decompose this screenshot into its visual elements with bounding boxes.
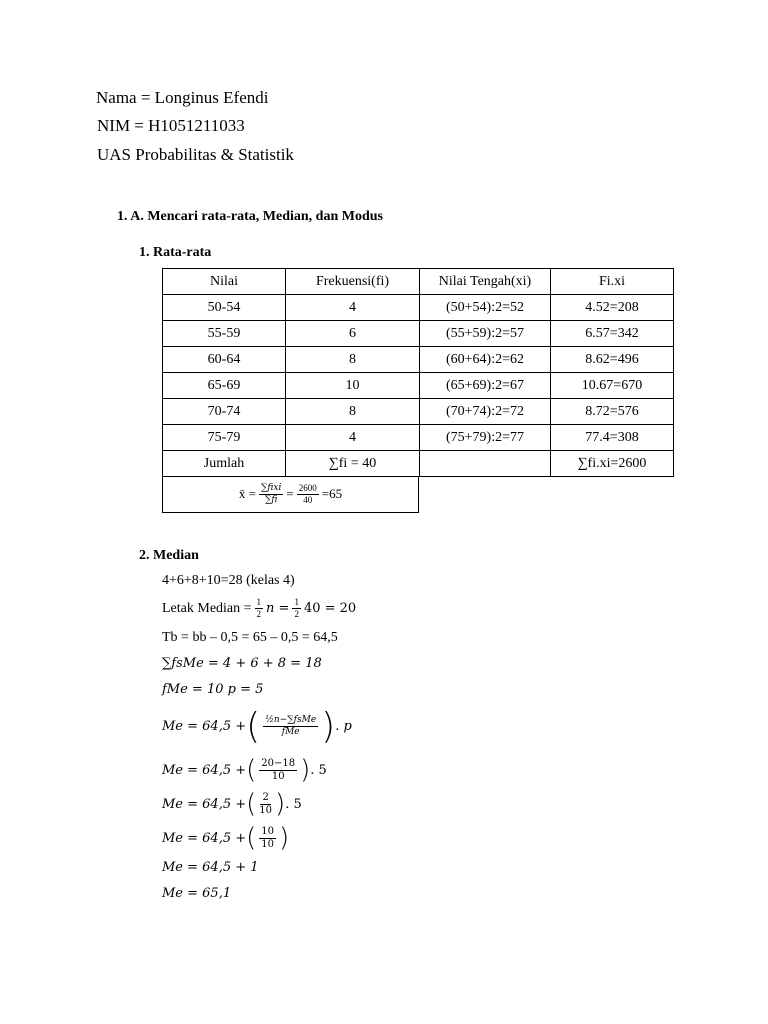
- table-cell: 8: [286, 399, 420, 425]
- column-header: Frekuensi(fi): [286, 269, 420, 295]
- median-formula-denominator: fMe: [281, 727, 300, 737]
- median-position-n: n =: [266, 601, 290, 616]
- table-cell: 8.62=496: [551, 347, 674, 373]
- right-paren: ): [279, 823, 290, 853]
- median-substitute-tail: . 5: [310, 762, 327, 778]
- table-cell: 60-64: [163, 347, 286, 373]
- median-ratio-denominator: 10: [261, 838, 275, 850]
- half-denominator: 2: [294, 609, 299, 619]
- median-step-substitute: [162, 755, 327, 785]
- table-cell: (55+59):2=57: [420, 321, 551, 347]
- median-ratio-numerator: 10: [261, 825, 275, 837]
- column-header: Nilai: [163, 269, 286, 295]
- median-simplify-numerator: 2: [262, 791, 269, 803]
- median-half-fraction-2: [292, 598, 301, 619]
- right-paren: ): [300, 755, 311, 785]
- table-cell: 75-79: [163, 425, 286, 451]
- table-row: [163, 425, 674, 451]
- median-step-simplify: [162, 789, 302, 819]
- half-denominator: 2: [256, 609, 262, 619]
- mean-fraction-2-numerator: 2600: [298, 482, 317, 493]
- median-step-fme: fMe = 10 p = 5: [162, 682, 264, 697]
- student-nim: NIM = H1051211033: [97, 116, 245, 135]
- table-total-row: [163, 451, 674, 477]
- table-cell: 10: [286, 373, 420, 399]
- total-label: Jumlah: [163, 451, 286, 477]
- median-ratio-fraction: [259, 827, 276, 850]
- median-formula-lhs: Me = 64,5 +: [162, 719, 247, 734]
- median-result: Me = 65,1: [162, 886, 232, 901]
- mean-fraction-2-denominator: 40: [303, 494, 313, 505]
- frequency-table: [162, 268, 674, 477]
- rata-rata-heading: 1. Rata-rata: [139, 245, 212, 260]
- right-paren: ): [321, 706, 336, 747]
- median-substitute-fraction: [259, 759, 297, 782]
- table-row: [163, 295, 674, 321]
- median-simplify-denominator: 10: [259, 804, 273, 816]
- column-header: Nilai Tengah(xi): [420, 269, 551, 295]
- table-cell: 55-59: [163, 321, 286, 347]
- table-cell: 4: [286, 295, 420, 321]
- table-cell: 70-74: [163, 399, 286, 425]
- left-paren: (: [246, 755, 257, 785]
- median-substitute-denominator: 10: [271, 770, 285, 782]
- median-step-ratio: [162, 823, 289, 853]
- total-empty-cell: [420, 451, 551, 477]
- median-substitute-lhs: Me = 64,5 +: [162, 762, 247, 778]
- median-substitute-numerator: 20−18: [261, 757, 296, 769]
- median-formula-fraction: [263, 716, 318, 737]
- median-formula-numerator: ½n−∑fsMe: [265, 715, 317, 725]
- right-paren: ): [275, 789, 286, 819]
- table-row: [163, 399, 674, 425]
- mean-fraction-2: [297, 484, 319, 505]
- table-cell: (50+54):2=52: [420, 295, 551, 321]
- section-title: 1. A. Mencari rata-rata, Median, dan Modus: [117, 209, 383, 224]
- median-position-label: Letak Median =: [162, 600, 252, 616]
- median-heading: 2. Median: [139, 548, 199, 563]
- half-numerator: 1: [294, 597, 299, 607]
- mean-equals: =: [286, 486, 294, 501]
- table-row: [163, 373, 674, 399]
- table-cell: 4: [286, 425, 420, 451]
- median-half-fraction-1: [255, 598, 264, 619]
- median-step-cumulative: 4+6+8+10=28 (kelas 4): [162, 573, 295, 588]
- median-step-sum: Me = 64,5 + 1: [162, 860, 259, 875]
- table-cell: (70+74):2=72: [420, 399, 551, 425]
- table-cell: 77.4=308: [551, 425, 674, 451]
- mean-result: =65: [321, 486, 343, 501]
- mean-lhs: x̄ =: [238, 486, 256, 501]
- table-cell: 8: [286, 347, 420, 373]
- left-paren: (: [246, 789, 257, 819]
- table-header-row: [163, 269, 674, 295]
- mean-formula: [162, 476, 419, 513]
- half-numerator: 1: [256, 597, 262, 607]
- median-simplify-lhs: Me = 64,5 +: [162, 796, 247, 812]
- table-cell: 50-54: [163, 295, 286, 321]
- table-cell: 10.67=670: [551, 373, 674, 399]
- median-position-result: 40 = 20: [303, 601, 357, 616]
- student-name: Nama = Longinus Efendi: [96, 88, 269, 107]
- median-step-position: [162, 598, 356, 619]
- table-row: [163, 347, 674, 373]
- mean-fraction-1-numerator: ∑fixi: [261, 482, 282, 493]
- median-simplify-fraction: [259, 793, 272, 816]
- median-step-tb: Tb = bb – 0,5 = 65 – 0,5 = 64,5: [162, 630, 338, 645]
- table-cell: 8.72=576: [551, 399, 674, 425]
- table-row: [163, 321, 674, 347]
- median-step-fsme: ∑fsMe = 4 + 6 + 8 = 18: [162, 656, 322, 671]
- mean-fraction-1-denominator: ∑fi: [264, 494, 278, 505]
- table-cell: 6: [286, 321, 420, 347]
- median-ratio-lhs: Me = 64,5 +: [162, 830, 247, 846]
- total-frequency: ∑fi = 40: [286, 451, 420, 477]
- left-paren: (: [246, 706, 261, 747]
- median-formula: [162, 706, 352, 747]
- table-cell: (65+69):2=67: [420, 373, 551, 399]
- median-formula-tail: . p: [335, 719, 352, 734]
- table-cell: 6.57=342: [551, 321, 674, 347]
- column-header: Fi.xi: [551, 269, 674, 295]
- table-cell: (60+64):2=62: [420, 347, 551, 373]
- total-fixi: ∑fi.xi=2600: [551, 451, 674, 477]
- table-cell: 65-69: [163, 373, 286, 399]
- table-cell: 4.52=208: [551, 295, 674, 321]
- course-title: UAS Probabilitas & Statistik: [97, 145, 294, 164]
- median-simplify-tail: . 5: [285, 796, 302, 812]
- table-cell: (75+79):2=77: [420, 425, 551, 451]
- left-paren: (: [246, 823, 257, 853]
- mean-fraction-1: [259, 484, 283, 505]
